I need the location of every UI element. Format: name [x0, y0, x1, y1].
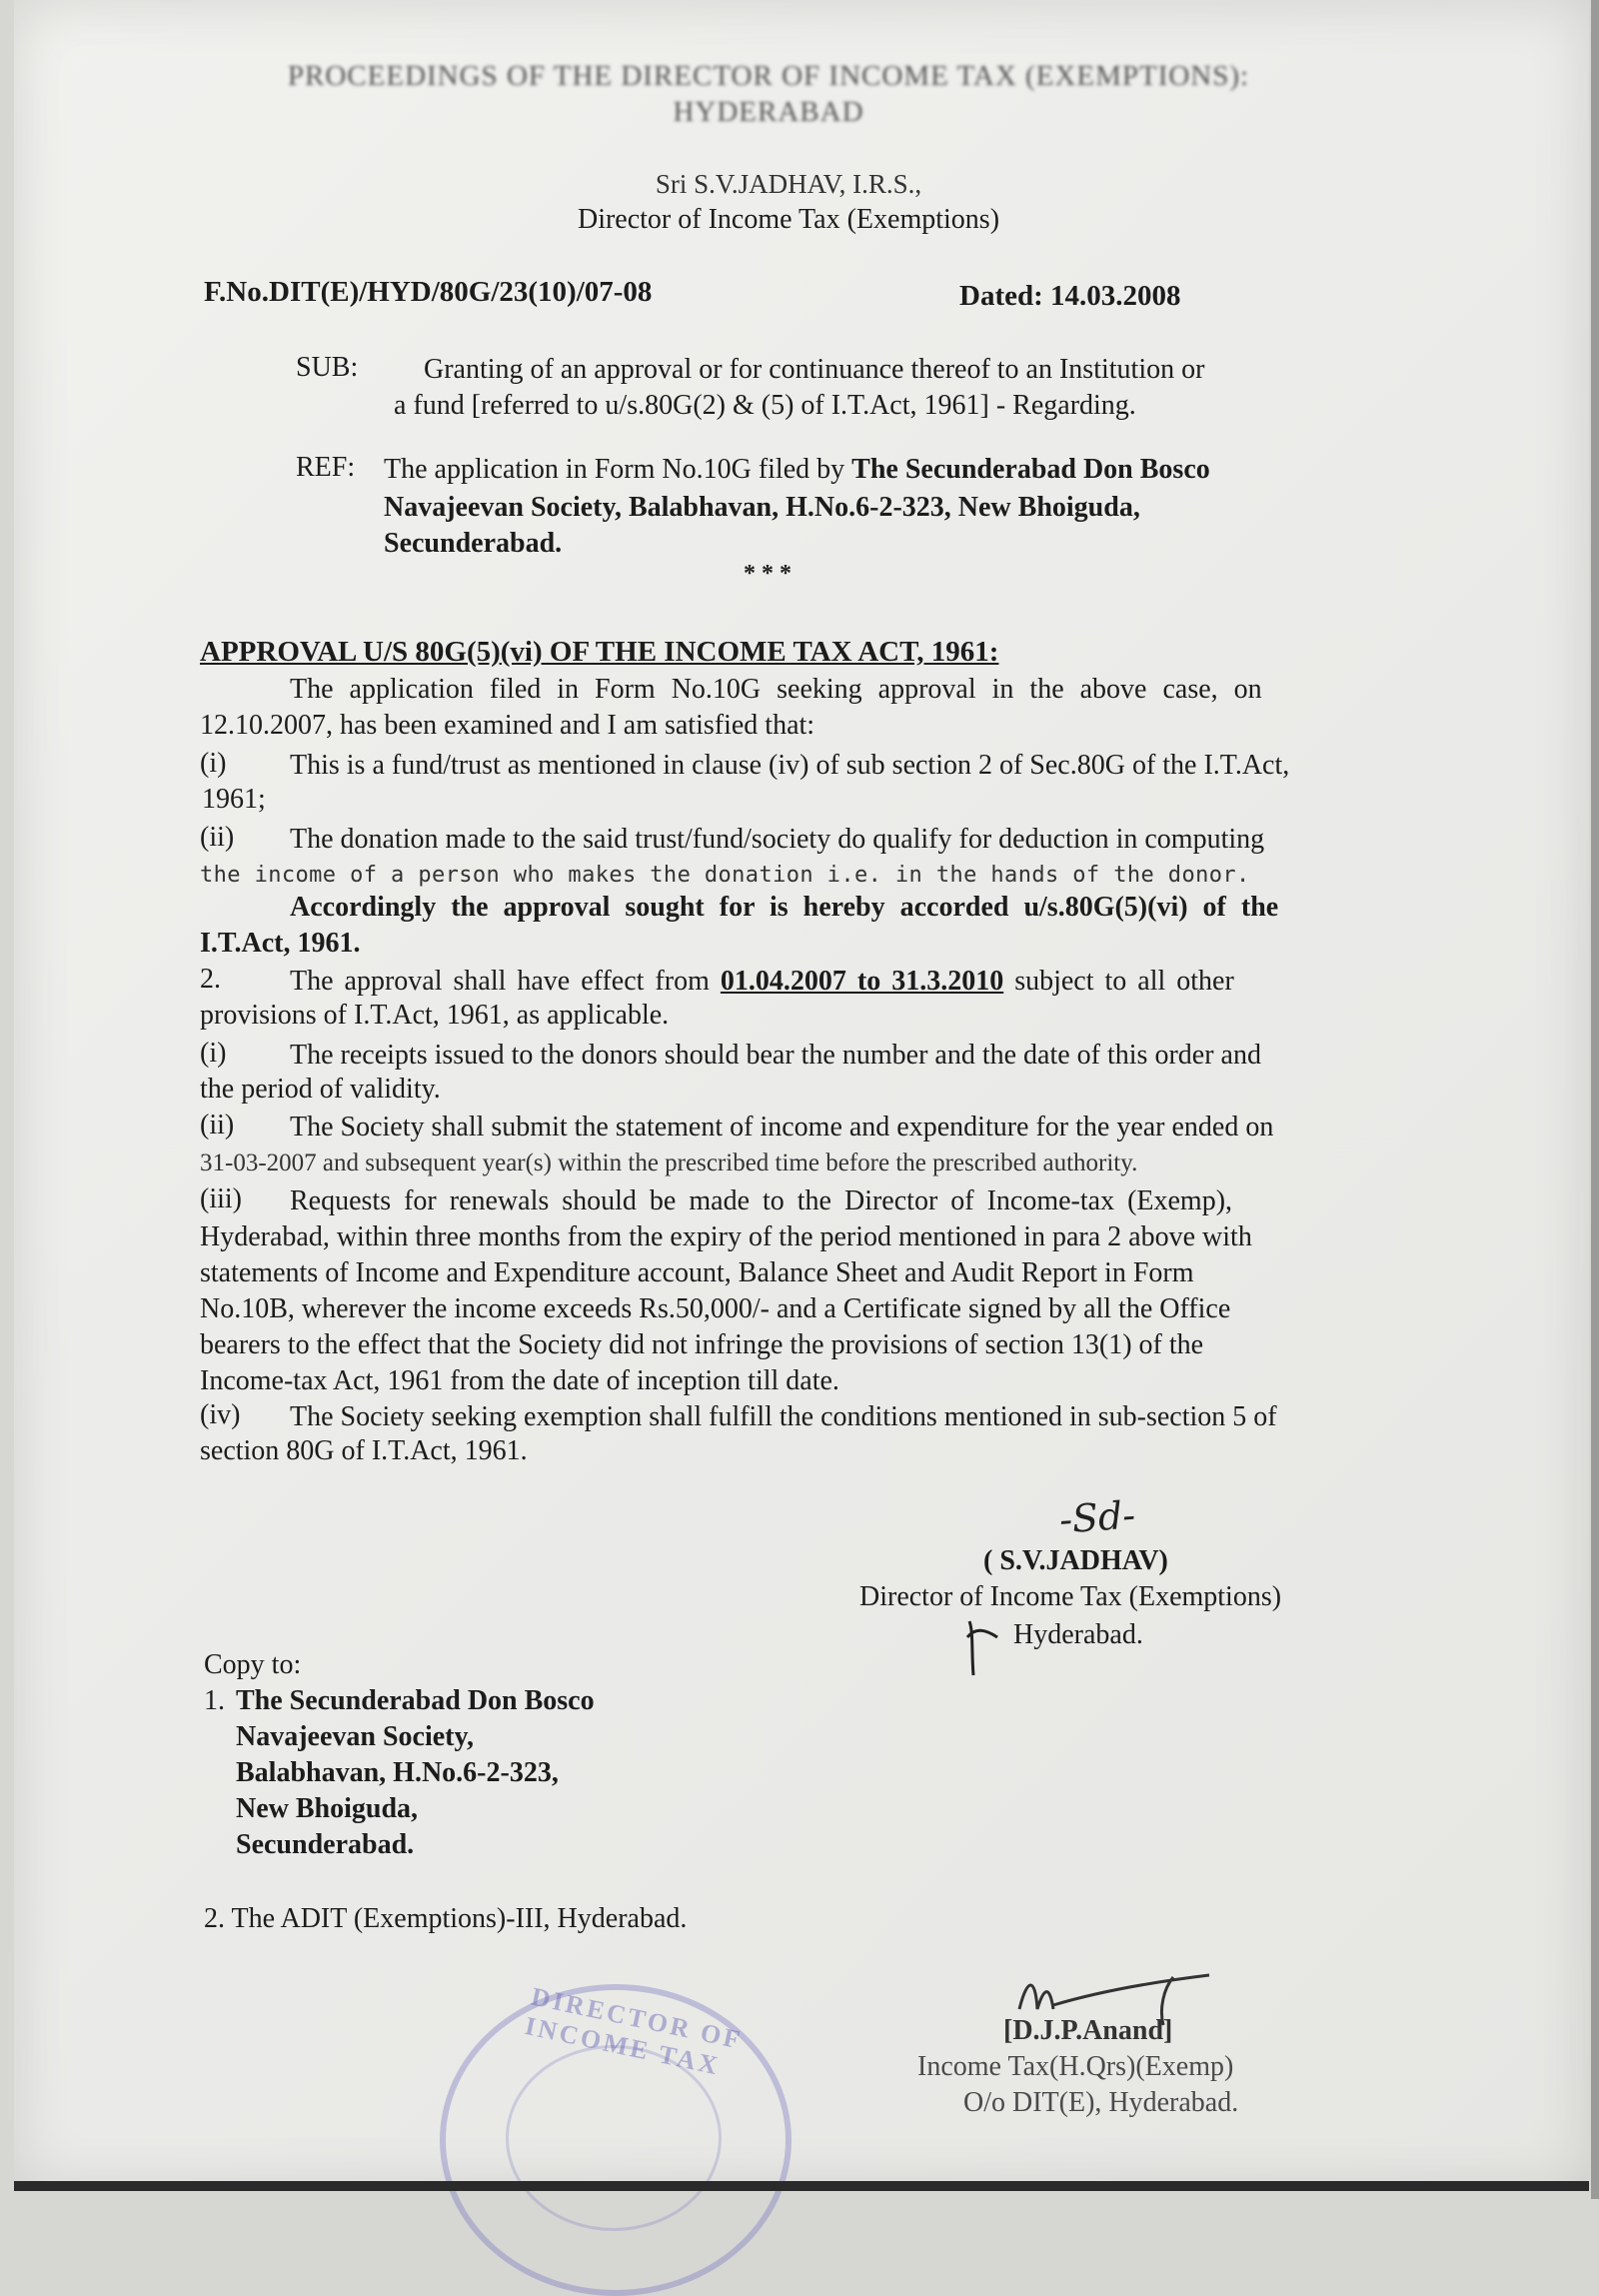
copy-item-1-line-2: Navajeevan Society,: [236, 1721, 474, 1752]
clause-iv-label: (iv): [200, 1399, 241, 1430]
reference-line-2: Navajeevan Society, Balabhavan, H.No.6-2-323, New Bhoiguda,: [384, 492, 1140, 523]
condition-i-line-2: 1961;: [202, 784, 266, 815]
condition-ii-line-2: the income of a person who makes the donation i.e. in the hands of the donor.: [200, 863, 1250, 888]
reference-text: The application in Form No.10G filed by: [384, 454, 852, 485]
subject-line-1: Granting of an approval or for continuance thereof to an Institution or: [424, 354, 1205, 385]
copy-item-1-line-5: Secunderabad.: [236, 1829, 415, 1860]
accord-line-1: Accordingly the approval sought for is hereby accorded u/s.80G(5)(vi) of the: [290, 892, 1279, 923]
clause-iii-line-6: Income-tax Act, 1961 from the date of inception till date.: [200, 1365, 839, 1396]
copy-item-1-line-3: Balabhavan, H.No.6-2-323,: [236, 1757, 559, 1788]
subject-line-2: a fund [referred to u/s.80G(2) & (5) of I.T.Act, 1961] - Regarding.: [394, 390, 1136, 421]
office-seal: [440, 1981, 792, 2296]
intro-line-1: The application filed in Form No.10G seeking approval in the above case, on: [290, 674, 1262, 705]
condition-ii-label: (ii): [200, 822, 235, 853]
signatory-place: Hyderabad.: [1013, 1619, 1143, 1650]
attestation-name: [D.J.P.Anand]: [1003, 2015, 1173, 2046]
scan-right-edge: [1591, 0, 1599, 2199]
signatory-name: ( S.V.JADHAV): [983, 1545, 1168, 1576]
copy-item-1-line-4: New Bhoiguda,: [236, 1793, 419, 1824]
para-2-post: subject to all other: [1003, 966, 1234, 997]
accord-line-2: I.T.Act, 1961.: [200, 928, 361, 959]
officer-designation: Director of Income Tax (Exemptions): [577, 204, 1000, 235]
proceedings-title: PROCEEDINGS OF THE DIRECTOR OF INCOME TAX (EXEMPTIONS):: [287, 60, 1250, 92]
seal-text: DIRECTOR OF INCOME TAX: [522, 1981, 745, 2081]
copy-item-1-number: 1.: [204, 1685, 225, 1716]
reference-line-3: Secunderabad.: [384, 528, 563, 559]
subject-label: SUB:: [296, 352, 359, 383]
condition-i-label: (i): [200, 748, 227, 779]
initial-mark-icon: [963, 1611, 1003, 1677]
signature-mark: -Sd-: [1057, 1492, 1137, 1542]
section-separator: * * *: [744, 561, 792, 587]
document-page: [14, 0, 1589, 2191]
condition-i-line-1: This is a fund/trust as mentioned in clause (iv) of sub section 2 of Sec.80G of the I.T.Act,: [290, 750, 1290, 781]
clause-iii-line-4: No.10B, wherever the income exceeds Rs.50,000/- and a Certificate signed by all the Office: [200, 1293, 1231, 1324]
copy-to-label: Copy to:: [204, 1649, 302, 1680]
approval-period: 01.04.2007 to 31.3.2010: [720, 966, 1004, 997]
clause-iii-line-1: Requests for renewals should be made to the Director of Income-tax (Exemp),: [290, 1185, 1233, 1216]
copy-item-1-line-1: The Secunderabad Don Bosco: [236, 1685, 595, 1716]
proceedings-city: HYDERABAD: [673, 96, 864, 128]
clause-i-label: (i): [200, 1038, 227, 1069]
para-2-pre: The approval shall have effect from: [290, 966, 721, 997]
file-number: F.No.DIT(E)/HYD/80G/23(10)/07-08: [204, 276, 653, 308]
signatory-designation: Director of Income Tax (Exemptions): [859, 1581, 1282, 1612]
clause-ii-line-1: The Society shall submit the statement of income and expenditure for the year ended on: [290, 1112, 1274, 1143]
para-2-label: 2.: [200, 964, 221, 995]
clause-iii-line-5: bearers to the effect that the Society did not infringe the provisions of section 13(1) of the: [200, 1329, 1204, 1360]
clause-i-line-1: The receipts issued to the donors should bear the number and the date of this order and: [290, 1040, 1261, 1071]
clause-iv-line-2: section 80G of I.T.Act, 1961.: [200, 1435, 528, 1466]
clause-i-line-2: the period of validity.: [200, 1074, 441, 1105]
order-date: Dated: 14.03.2008: [959, 280, 1181, 312]
attestation-designation: Income Tax(H.Qrs)(Exemp): [917, 2051, 1234, 2082]
clause-ii-label: (ii): [200, 1110, 235, 1141]
officer-name: Sri S.V.JADHAV, I.R.S.,: [655, 169, 922, 199]
clause-iii-line-2: Hyderabad, within three months from the expiry of the period mentioned in para 2 above with: [200, 1221, 1252, 1252]
para-2-line-2: provisions of I.T.Act, 1961, as applicable.: [200, 1000, 670, 1031]
copy-item-2: 2. The ADIT (Exemptions)-III, Hyderabad.: [204, 1903, 688, 1934]
clause-ii-line-2: 31-03-2007 and subsequent year(s) within the prescribed time before the prescribed authority.: [200, 1149, 1138, 1176]
intro-line-2: 12.10.2007, has been examined and I am satisfied that:: [200, 710, 815, 741]
reference-applicant: The Secunderabad Don Bosco: [851, 454, 1210, 485]
approval-heading: APPROVAL U/S 80G(5)(vi) OF THE INCOME TAX ACT, 1961:: [200, 636, 999, 668]
clause-iii-line-3: statements of Income and Expenditure account, Balance Sheet and Audit Report in Form: [200, 1257, 1194, 1288]
reference-line-1: [384, 452, 1210, 488]
attestation-office: O/o DIT(E), Hyderabad.: [963, 2087, 1239, 2118]
clause-iv-line-1: The Society seeking exemption shall fulfill the conditions mentioned in sub-section 5 of: [290, 1401, 1277, 1432]
condition-ii-line-1: The donation made to the said trust/fund/society do qualify for deduction in computing: [290, 824, 1265, 855]
reference-label: REF:: [296, 452, 356, 483]
clause-iii-label: (iii): [200, 1183, 242, 1214]
para-2-line-1: [290, 964, 1234, 1000]
scan-bottom-edge: [14, 2181, 1589, 2191]
